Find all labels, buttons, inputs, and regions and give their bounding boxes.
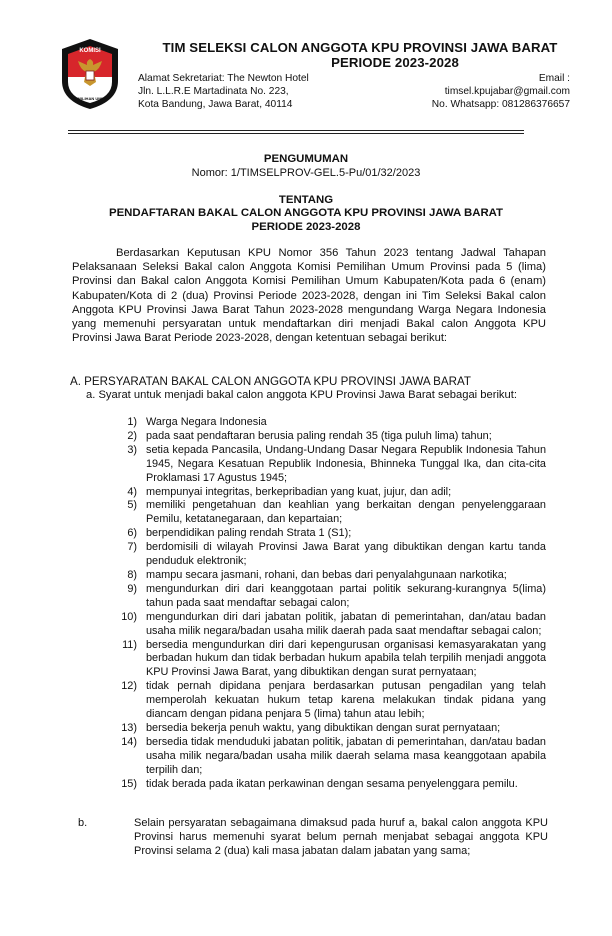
- list-item: 6) berpendidikan paling rendah Strata 1 (S1);: [127, 527, 352, 540]
- letterhead-title-line1: TIM SELEKSI CALON ANGGOTA KPU PROVINSI JAWA BARAT: [162, 40, 558, 55]
- section-a-sub-b: [78, 816, 548, 858]
- list-item: 4) mempunyai integritas, berkepribadian yang kuat, jujur, dan adil;: [127, 485, 452, 498]
- announcement-subject-line1: PENDAFTARAN BAKAL CALON ANGGOTA KPU PROVINSI JAWA BARAT: [108, 207, 504, 219]
- announcement-number: Nomor: 1/TIMSELPROV-GEL.5-Pu/01/32/2023: [191, 167, 421, 179]
- requirements-list: [108, 416, 546, 791]
- svg-text:KOMISI: KOMISI: [79, 48, 101, 54]
- section-a-title: A. PERSYARATAN BAKAL CALON ANGGOTA KPU PROVINSI JAWA BARAT: [70, 375, 471, 388]
- svg-text:PEMILIHAN UMUM: PEMILIHAN UMUM: [72, 96, 108, 101]
- whatsapp-number: No. Whatsapp: 081286376657: [431, 99, 570, 110]
- address-line3: Kota Bandung, Jawa Barat, 40114: [138, 99, 293, 110]
- list-item: 14) bersedia tidak menduduki jabatan politik, jabatan di pemerintahan, dan/atau badan usaha milik negara/badan usaha milik daerah selama masa keanggotaan apabila terpilih dan;: [121, 735, 546, 776]
- list-item: 5) memiliki pengetahuan dan keahlian yang berkaitan dengan penyelenggaraan Pemilu, ketatanegaraan, dan kepartaian;: [127, 499, 546, 526]
- letterhead-title: [150, 40, 570, 70]
- secretariat-address: [138, 72, 309, 111]
- list-item: 7) berdomisili di wilayah Provinsi Jawa Barat yang dibuktikan dengan kartu tanda penduduk elektronik;: [127, 541, 546, 568]
- address-line1: Alamat Sekretariat: The Newton Hotel: [138, 73, 309, 84]
- list-item: 1) Warga Negara Indonesia: [127, 416, 267, 428]
- announcement-heading: PENGUMUMAN: [263, 153, 349, 165]
- list-item: 13) bersedia bekerja penuh waktu, yang dibuktikan dengan surat pernyataan;: [121, 721, 501, 734]
- header-divider-bottom: [68, 133, 524, 134]
- list-item: 3) setia kepada Pancasila, Undang-Undang Dasar Negara Republik Indonesia Tahun 1945, Negara Kesatuan Republik Indonesia, Bhinneka Tunggal Ika, dan cita-cita Proklamasi 17 Agustus 1945;: [127, 443, 546, 484]
- email-address: timsel.kpujabar@gmail.com: [444, 86, 570, 97]
- contact-info: [432, 72, 570, 111]
- sub-b-label: b.: [78, 817, 88, 829]
- list-item: 12) tidak pernah dipidana penjara berdasarkan putusan pengadilan yang telah memperolah kekuatan hukum tetap karena melakukan tindak pidana yang diancam dengan pidana penjara 5 (lima) tahun atau lebih;: [121, 680, 546, 721]
- list-item: 15) tidak berada pada ikatan perkawinan dengan sesama penyelenggara pemilu.: [121, 777, 518, 790]
- sub-b-text: Selain persyaratan sebagaimana dimaksud pada huruf a, bakal calon anggota KPU Provinsi harus memenuhi syarat belum pernah menjabat sebagai anggota KPU Provinsi selama 2 (dua) kali masa jabatan dalam jabatan yang sama;: [134, 817, 548, 857]
- list-item: 11) bersedia mengundurkan diri dari kepengurusan organisasi kemasyarakatan yang berbadan hukum dan tidak berbadan hukum apabila telah terpilih menjadi anggota KPU Provinsi Jawa Barat, yang dibuktikan dengan surat pernyataan;: [122, 638, 546, 679]
- announcement-subject-line2: PERIODE 2023-2028: [251, 221, 361, 233]
- section-a-sub-a: a. Syarat untuk menjadi bakal calon anggota KPU Provinsi Jawa Barat sebagai berikut:: [86, 389, 517, 401]
- list-item: 2) pada saat pendaftaran berusia paling rendah 35 (tiga puluh lima) tahun;: [127, 429, 492, 442]
- intro-text: Berdasarkan Keputusan KPU Nomor 356 Tahun 2023 tentang Jadwal Tahapan Pelaksanaan Seleksi Bakal calon Anggota Komisi Pemilihan Umum Provinsi pada 5 (lima) Provinsi dan Bakal calon Anggota Komisi Pemilihan Umum Kabupaten/Kota pada 6 (enam) Kabupaten/Kota di 2 (dua) Provinsi Periode 2023-2028, dengan ini Tim Seleksi Bakal calon Anggota KPU Provinsi Jawa Barat Tahun 2023-2028 mengundang Warga Negara Indonesia yang memenuhi persyaratan untuk mendaftarkan diri menjadi Bakal calon Anggota KPU Provinsi Jawa Barat Periode 2023-2028, dengan ketentuan sebagai berikut:: [72, 247, 546, 345]
- list-item: 8) mampu secara jasmani, rohani, dan bebas dari penyalahgunaan narkotika;: [127, 568, 507, 581]
- kpu-logo-icon: [58, 37, 122, 111]
- list-item: 10) mengundurkan diri dari jabatan politik, jabatan di pemerintahan, dan/atau badan usaha milik negara/badan usaha milik daerah pada saat mendaftar sebagai calon;: [121, 610, 546, 637]
- address-line2: Jln. L.L.R.E Martadinata No. 223,: [138, 86, 289, 97]
- email-label: Email :: [538, 73, 570, 84]
- announcement-about: TENTANG: [278, 194, 334, 206]
- intro-paragraph: [72, 246, 546, 345]
- list-item: 9) mengundurkan diri dari keanggotaan partai politik sekurang-kurangnya 5(lima) tahun pada saat mendaftar sebagai calon;: [127, 582, 546, 609]
- header-divider-top: [68, 130, 524, 131]
- letterhead-title-line2: PERIODE 2023-2028: [331, 55, 459, 70]
